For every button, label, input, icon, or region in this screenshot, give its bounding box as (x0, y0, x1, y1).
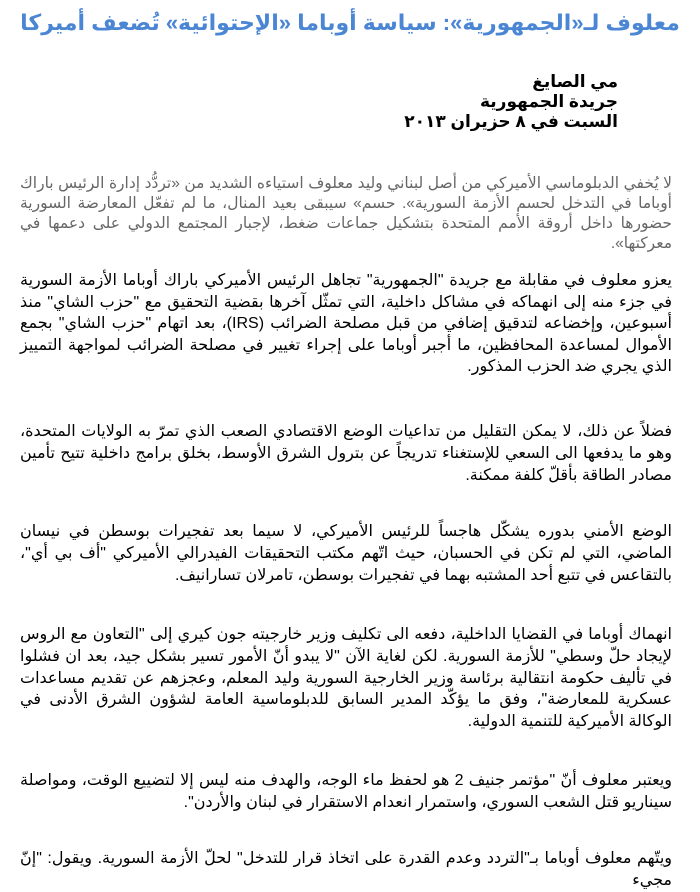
article-paragraph: فضلاً عن ذلك، لا يمكن التقليل من تداعيات الوضع الاقتصادي الصعب الذي تمرّ به الولايات المتحدة، وهو ما يدفعها الى السعي للإستغناء تدريجاً عن بترول الشرق الأوسط، بخلق برامج داخلية تتيح تأمين مصادر الطاقة بأقلّ كلفة ممكنة. (20, 423, 672, 484)
author-name: مي الصايغ (532, 72, 618, 91)
publication-name: جريدة الجمهورية (479, 92, 618, 111)
article-paragraph: الوضع الأمني بدوره يشكّل هاجساً للرئيس الأميركي، لا سيما بعد تفجيرات بوسطن في نيسان الماضي، التي لم تكن في الحسبان، حيث اتّهم مكتب التحقيقات الفيدرالي الأميركي "أف بي أي"، بالتقاعس في تتبع أحد المشتبه بهما في تفجيرات بوسطن، تامرلان تسارانيف. (20, 523, 672, 584)
article-paragraph: يعزو معلوف في مقابلة مع جريدة "الجمهورية" تجاهل الرئيس الأميركي باراك أوباما الأزمة السورية في جزء منه إلى انهماكه في مشاكل داخلية، التي تمثّل آخرها بقضية التحقيق مع "حزب الشاي" منذ أسبوعين، وإخضاعه لتدقيق إضافي من قبل مصلحة الضرائب (IRS)، بعد اتهام "حزب الشاي" بجمع الأموال لمساعدة المحافظين، ما أجبر أوباما على إجراء تغيير في مصلحة الضرائب لمواجهة التمييز الذي يجري ضد الحزب المذكور. (20, 272, 672, 376)
article-intro: لا يُخفي الدبلوماسي الأميركي من أصل لبناني وليد معلوف استياءه الشديد من «تردُّد إدارة الرئيس باراك أوباما في التدخل لحسم الأزمة السورية». حسم» سيبقى بعيد المنال، ما لم تفعّل المعارضة السورية حضورها داخل أروقة الأمم المتحدة بتشكيل جماعات ضغط، لإجبار المجتمع الدولي على دعمها في معركتها». (20, 175, 672, 252)
publication-date: السبت في ٨ حزيران ٢٠١٣ (404, 112, 618, 131)
article-paragraph: ويتّهم معلوف أوباما بـ"التردد وعدم القدرة على اتخاذ قرار للتدخل" لحلّ الأزمة السورية. ويقول: "إنّ مجيء (20, 850, 672, 889)
article-title: معلوف لـ«الجمهورية»: سياسة أوباما «الإحتوائية» تُضعف أميركا (20, 10, 680, 35)
article-paragraph: ويعتبر معلوف أنّ "مؤتمر جنيف 2 هو لحفظ ماء الوجه، والهدف منه ليس إلا لتضييع الوقت، ومواصلة سيناريو قتل الشعب السوري، واستمرار انعدام الاستقرار في لبنان والأردن". (20, 772, 673, 811)
article-paragraph: انهماك أوباما في القضايا الداخلية، دفعه الى تكليف وزير خارجيته جون كيري إلى "التعاون مع الروس لإيجاد حلّ وسطي" للأزمة السورية. لكن لغاية الآن "لا يبدو أنّ الأمور تسير بشكل جيد، بعد ان فشلوا في تأليف حكومة انتقالية برئاسة وزير الخارجية السورية وليد المعلم، وعجزهم عن تقديم مساعدات عسكرية للمعارضة"، وفق ما يؤكّد المدير السابق للدبلوماسية العامة لشؤون الشرق الأدنى في الوكالة الأميركية للتنمية الدولية. (20, 626, 672, 731)
byline (404, 72, 618, 132)
